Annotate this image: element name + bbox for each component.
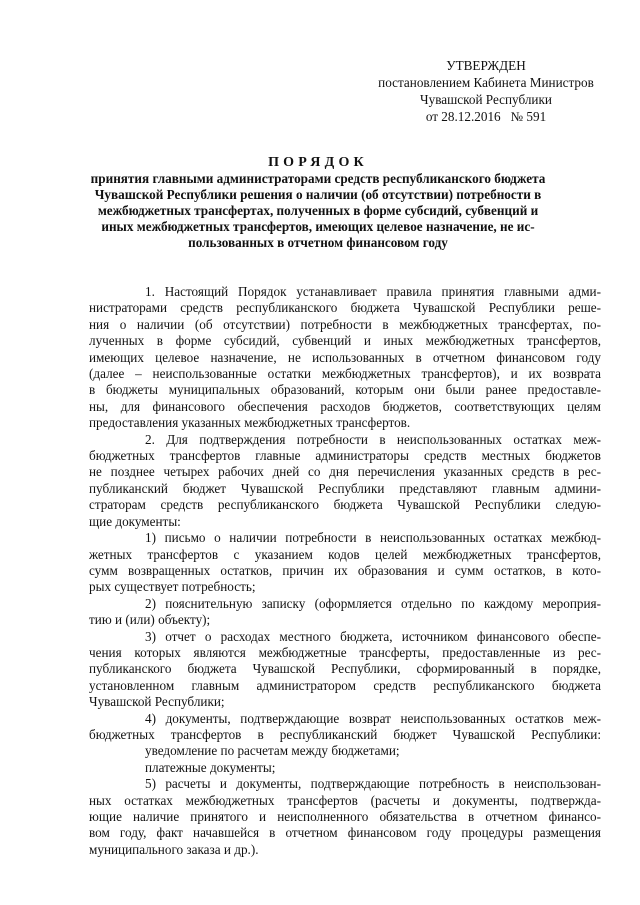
paragraph-line: ны, для финансового обеспечения расходов бюджетов, соответствующих целям bbox=[89, 398, 601, 414]
paragraph-line: ющие наличие принятого и неисполненного обязательства в отчетном финансо- bbox=[89, 809, 601, 824]
paragraph-line: публиканского бюджета Чувашской Республики, сформированный в порядке, bbox=[89, 661, 601, 677]
paragraph-line: чения которых являются межбюджетные трансферты, предоставленные из рес- bbox=[89, 644, 601, 660]
approval-republic: Чувашской Республики bbox=[420, 92, 552, 107]
paragraph-line: нистраторами средств республиканского бюджета Чувашской Республики реше- bbox=[89, 300, 601, 316]
paragraph-line: ных остатках межбюджетных трансфертов (расчеты и документы, подтвержда- bbox=[89, 792, 601, 808]
paragraph-line: жетных трансфертов с указанием кодов целей межбюджетных трансфертов, bbox=[89, 546, 601, 562]
paragraph-line: не позднее четырех рабочих дней со дня перечисления указанных средств в рес- bbox=[89, 464, 601, 480]
paragraph-line: страторам средств республиканского бюджета Чувашской Республики следую- bbox=[89, 497, 601, 513]
paragraph-line: 2) пояснительную записку (оформляется отдельно по каждому мероприя- bbox=[145, 595, 601, 611]
paragraph-line: 5) расчеты и документы, подтверждающие потребность в неиспользован- bbox=[145, 776, 601, 792]
subtitle-line: принятия главными администраторами средств республиканского бюджета bbox=[90, 171, 546, 186]
paragraph-line: предоставления указанных межбюджетных трансфертов. bbox=[89, 415, 411, 431]
paragraph-line: 1. Настоящий Порядок устанавливает правила принятия главными адми- bbox=[145, 284, 601, 299]
paragraph-line: (далее – неиспользованные остатки межбюджетных трансфертов), и их возврата bbox=[89, 366, 601, 382]
title-subtitle bbox=[88, 171, 548, 251]
paragraph-line: щие документы: bbox=[89, 513, 181, 529]
subtitle-line: иных межбюджетных трансфертов, имеющих целевое назначение, не ис- bbox=[101, 219, 535, 234]
paragraph-line: 1) письмо о наличии потребности в неиспользованных остатках межбюд- bbox=[145, 530, 601, 546]
paragraph-line: 3) отчет о расходах местного бюджета, источником финансового обеспе- bbox=[145, 628, 601, 644]
approval-issuer: постановлением Кабинета Министров bbox=[378, 75, 594, 90]
paragraph-line: муниципального заказа и др.). bbox=[89, 841, 259, 857]
document-title bbox=[88, 155, 548, 251]
title-heading: ПОРЯДОК bbox=[268, 155, 368, 170]
paragraph-line: публиканский бюджет Чувашской Республики представляют главным админи- bbox=[89, 480, 601, 496]
paragraph-line: установленном главным администратором средств республиканского бюджета bbox=[89, 677, 601, 693]
paragraph-line: уведомление по расчетам между бюджетами; bbox=[145, 743, 400, 759]
paragraph-line: бюджетных трансфертов в республиканский бюджет Чувашской Республики: bbox=[89, 726, 601, 742]
paragraph-line: Чувашской Республики; bbox=[89, 694, 225, 710]
paragraph-line: рых существует потребность; bbox=[89, 579, 256, 595]
paragraph-line: ния о наличии (об отсутствии) потребности в межбюджетных трансфертах, по- bbox=[89, 316, 601, 332]
approval-date-number: от 28.12.2016 № 591 bbox=[425, 109, 547, 124]
paragraph-line: платежные документы; bbox=[145, 759, 276, 775]
paragraph-line: лученных в форме субсидий, субвенций и иных межбюджетных трансфертов, bbox=[89, 333, 601, 349]
paragraph-line: имеющих целевое назначение, не использованных в отчетном финансовом году bbox=[89, 349, 601, 365]
subtitle-line: Чувашской Республики решения о наличии (об отсутствии) потребности в bbox=[94, 187, 542, 202]
paragraph-line: сумм возвращенных остатков, причин их образования и сумм остатков, в кото- bbox=[89, 562, 601, 578]
paragraph-line: в бюджеты муниципальных образований, которым они были ранее предоставле- bbox=[89, 382, 601, 398]
document-body bbox=[89, 284, 601, 858]
paragraph-line: 4) документы, подтверждающие возврат неиспользованных остатков меж- bbox=[145, 710, 601, 726]
paragraph-line: бюджетных трансфертов главные администраторы средств местных бюджетов bbox=[89, 448, 601, 464]
subtitle-line: пользованных в отчетном финансовом году bbox=[188, 235, 448, 250]
approval-title: УТВЕРЖДЕН bbox=[446, 58, 526, 73]
paragraph-line: тию и (или) объекту); bbox=[89, 612, 211, 628]
approval-stamp bbox=[366, 57, 606, 125]
paragraph-line: вом году, факт начавшейся в отчетном финансовом году процедуры размещения bbox=[89, 825, 601, 841]
subtitle-line: межбюджетных трансфертах, полученных в форме субсидий, субвенций и bbox=[97, 203, 539, 218]
paragraph-line: 2. Для подтверждения потребности в неиспользованных остатках меж- bbox=[145, 431, 601, 447]
